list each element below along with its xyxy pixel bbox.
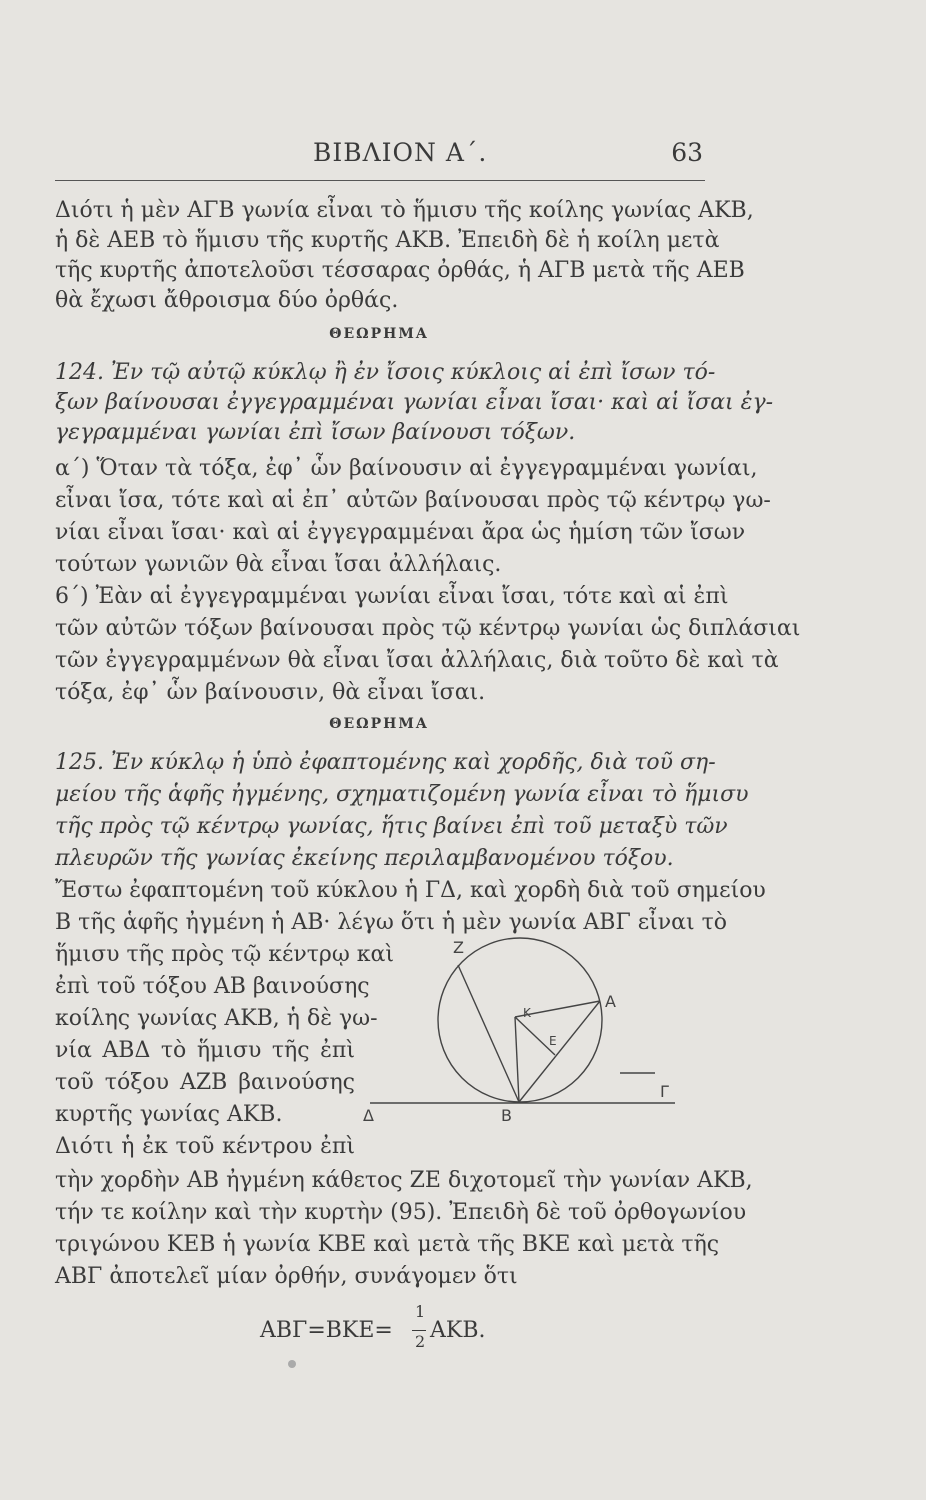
text-line: τῶν αὐτῶν τόξων βαίνουσαι πρὸς τῷ κέντρῳ γωνίαι ὡς διπλάσιαι [55, 616, 801, 641]
label-K: K [523, 1006, 531, 1020]
fraction-bar [412, 1330, 426, 1331]
label-E: E [549, 1034, 557, 1048]
text-line: ἐπὶ τοῦ τόξου ΑΒ βαινούσης [55, 974, 370, 999]
text-line: τῆς κυρτῆς ἀποτελοῦσι τέσσαρας ὀρθάς, ἡ ΑΓΒ μετὰ τῆς ΑΕΒ [55, 258, 745, 283]
text-line: Διότι ἡ μὲν ΑΓΒ γωνία εἶναι τὸ ἥμισυ τῆς κοίλης γωνίας ΑΚΒ, [55, 198, 754, 223]
theorem-statement-line: 124. Ἐν τῷ αὐτῷ κύκλῳ ἢ ἐν ἴσοις κύκλοις αἱ ἐπὶ ἴσων τό- [55, 360, 716, 385]
theorem-heading: ΘΕΩΡΗΜΑ [329, 326, 429, 342]
label-B: B [501, 1106, 512, 1125]
theorem-heading: ΘΕΩΡΗΜΑ [329, 716, 429, 732]
ink-spot [288, 1360, 296, 1368]
text-line: Διότι ἡ ἐκ τοῦ κέντρου ἐπὶ [55, 1134, 355, 1159]
page-number: 63 [671, 138, 703, 167]
angle-formula [260, 1302, 520, 1362]
label-G: Γ [660, 1082, 669, 1101]
running-title: ΒΙΒΛΙΟΝ Α΄. [313, 138, 488, 167]
page-header [55, 138, 703, 174]
text-line: εἶναι ἴσα, τότε καὶ αἱ ἐπ᾽ αὐτῶν βαίνουσαι πρὸς τῷ κέντρῳ γω- [55, 488, 771, 513]
text-line: Β τῆς ἁφῆς ἠγμένη ἡ ΑΒ· λέγω ὅτι ἡ μὲν γωνία ΑΒΓ εἶναι τὸ [55, 910, 728, 935]
header-rule [55, 180, 705, 181]
text-line: τήν τε κοίλην καὶ τὴν κυρτὴν (95). Ἐπειδὴ δὲ τοῦ ὀρθογωνίου [55, 1200, 747, 1225]
chord-AB [519, 1001, 600, 1102]
formula-rhs: ΑΚΒ. [430, 1318, 486, 1343]
text-line: θὰ ἔχωσι ἄθροισμα δύο ὀρθάς. [55, 288, 399, 313]
text-line: νία ΑΒΔ τὸ ἥμισυ τῆς ἐπὶ [55, 1038, 355, 1063]
text-line: κυρτῆς γωνίας ΑΚΒ. [55, 1102, 283, 1127]
text-line: νίαι εἶναι ἴσαι· καὶ αἱ ἐγγεγραμμέναι ἄρα ὡς ἡμίση τῶν ἴσων [55, 520, 746, 545]
label-A: A [605, 992, 616, 1011]
text-line: τῶν ἐγγεγραμμένων θὰ εἶναι ἴσαι ἀλλήλαις, διὰ τοῦτο δὲ καὶ τὰ [55, 648, 779, 673]
theorem-statement-line: μείου τῆς ἁφῆς ἠγμένης, σχηματιζομένη γωνία εἶναι τὸ ἥμισυ [55, 782, 749, 807]
radius-KB [515, 1017, 519, 1102]
text-line: Ἔστω ἐφαπτομένη τοῦ κύκλου ἡ ΓΔ, καὶ χορδὴ διὰ τοῦ σημείου [55, 878, 766, 903]
geometry-figure [355, 935, 685, 1155]
theorem-statement-line: ξων βαίνουσαι ἐγγεγραμμέναι γωνίαι εἶναι ἴσαι· καὶ αἱ ἴσαι ἐγ- [55, 390, 774, 415]
formula-denominator: 2 [415, 1332, 426, 1351]
text-line: ἥμισυ τῆς πρὸς τῷ κέντρῳ καὶ [55, 942, 395, 967]
text-line: 6΄) Ἐὰν αἱ ἐγγεγραμμέναι γωνίαι εἶναι ἴσαι, τότε καὶ αἱ ἐπὶ [55, 584, 729, 609]
text-line: ΑΒΓ ἀποτελεῖ μίαν ὀρθήν, συνάγομεν ὅτι [55, 1264, 518, 1289]
formula-numerator: 1 [415, 1302, 426, 1321]
text-line: τριγώνου ΚΕΒ ἡ γωνία ΚΒΕ καὶ μετὰ τῆς ΒΚΕ καὶ μετὰ τῆς [55, 1232, 720, 1257]
label-Z: Z [453, 938, 464, 957]
label-D: Δ [363, 1106, 374, 1125]
formula-lhs: ΑΒΓ=ΒΚΕ= [260, 1318, 393, 1343]
theorem-statement-line: γεγραμμέναι γωνίαι ἐπὶ ἴσων βαίνουσι τόξων. [55, 420, 576, 445]
text-line: τούτων γωνιῶν θὰ εἶναι ἴσαι ἀλλήλαις. [55, 552, 502, 577]
text-line: τοῦ τόξου ΑΖΒ βαινούσης [55, 1070, 355, 1095]
theorem-statement-line: πλευρῶν τῆς γωνίας ἐκείνης περιλαμβανομένου τόξου. [55, 846, 674, 871]
theorem-statement-line: τῆς πρὸς τῷ κέντρῳ γωνίας, ἥτις βαίνει ἐπὶ τοῦ μεταξὺ τῶν [55, 814, 728, 839]
text-line: τὴν χορδὴν ΑΒ ἠγμένη κάθετος ΖΕ διχοτομεῖ τὴν γωνίαν ΑΚΒ, [55, 1168, 753, 1193]
text-line: κοίλης γωνίας ΑΚΒ, ἡ δὲ γω- [55, 1006, 378, 1031]
text-line: α΄) Ὅταν τὰ τόξα, ἐφ᾽ ὧν βαίνουσιν αἱ ἐγγεγραμμέναι γωνίαι, [55, 456, 758, 481]
circle [438, 938, 602, 1102]
text-line: ἡ δὲ ΑΕΒ τὸ ἥμισυ τῆς κυρτῆς ΑΚΒ. Ἐπειδὴ δὲ ἡ κοίλη μετὰ [55, 228, 720, 253]
theorem-statement-line: 125. Ἐν κύκλῳ ἡ ὑπὸ ἐφαπτομένης καὶ χορδῆς, διὰ τοῦ ση- [55, 750, 716, 775]
diameter-ZB [458, 965, 519, 1102]
text-line: τόξα, ἐφ᾽ ὧν βαίνουσιν, θὰ εἶναι ἴσαι. [55, 680, 486, 705]
